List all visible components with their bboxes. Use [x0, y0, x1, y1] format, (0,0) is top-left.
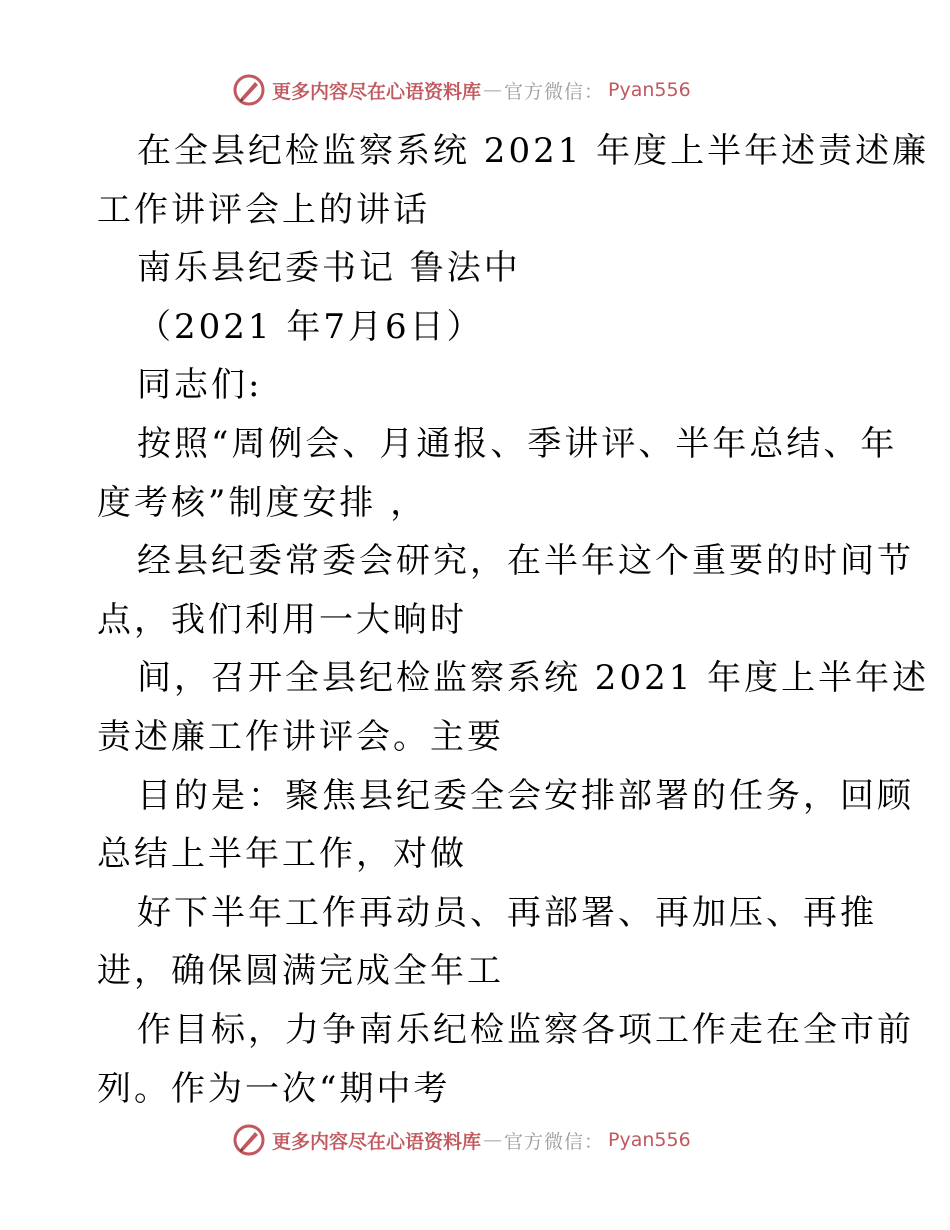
text-line: 度考核”制度安排 ， [97, 482, 428, 523]
watermark-official-label: 官方微信： [504, 1130, 605, 1153]
text-line: 南乐县纪委书记 鲁法中 [137, 248, 521, 289]
text-line: 点，我们利用一大晌时 [97, 599, 467, 640]
text-line: 责述廉工作讲评会。主要 [97, 716, 504, 757]
watermark-main-text: 更多内容尽在心语资料库 [272, 80, 482, 103]
text-line: 列。作为一次“期中考 [97, 1068, 451, 1109]
text-line: 作目标，力争南乐纪检监察各项工作走在全市前 [137, 1009, 914, 1050]
watermark-separator: — [483, 79, 503, 101]
text-line: 经县纪委常委会研究，在半年这个重要的时间节 [137, 541, 914, 582]
watermark-wechat-id: Pyan556 [608, 1129, 691, 1151]
pen-logo-icon [232, 1123, 266, 1157]
text-line: 同志们: [137, 365, 263, 406]
watermark-wechat-id: Pyan556 [608, 79, 691, 101]
text-line: 在全县纪检监察系统 2021 年度上半年述责述廉 [137, 131, 930, 171]
watermark-footer [232, 1120, 691, 1160]
watermark-main-text: 更多内容尽在心语资料库 [272, 1130, 482, 1153]
watermark-header [232, 70, 691, 110]
text-line: 进，确保圆满完成全年工 [97, 951, 504, 992]
text-line: 按照“周例会、月通报、季讲评、半年总结、年 [137, 423, 898, 464]
text-line: 间，召开全县纪检监察系统 2021 年度上半年述 [137, 658, 930, 699]
watermark-official-label: 官方微信： [504, 80, 605, 103]
text-line: 好下半年工作再动员、再部署、再加压、再推 [137, 892, 877, 933]
text-line: 工作讲评会上的讲话 [97, 189, 430, 230]
text-line: 总结上半年工作，对做 [97, 834, 467, 875]
watermark-separator: — [483, 1129, 503, 1151]
document-body [97, 122, 930, 1118]
text-line: 目的是：聚焦县纪委全会安排部署的任务，回顾 [137, 775, 914, 816]
text-line: （2021 年7月6日） [137, 306, 484, 347]
pen-logo-icon [232, 73, 266, 107]
